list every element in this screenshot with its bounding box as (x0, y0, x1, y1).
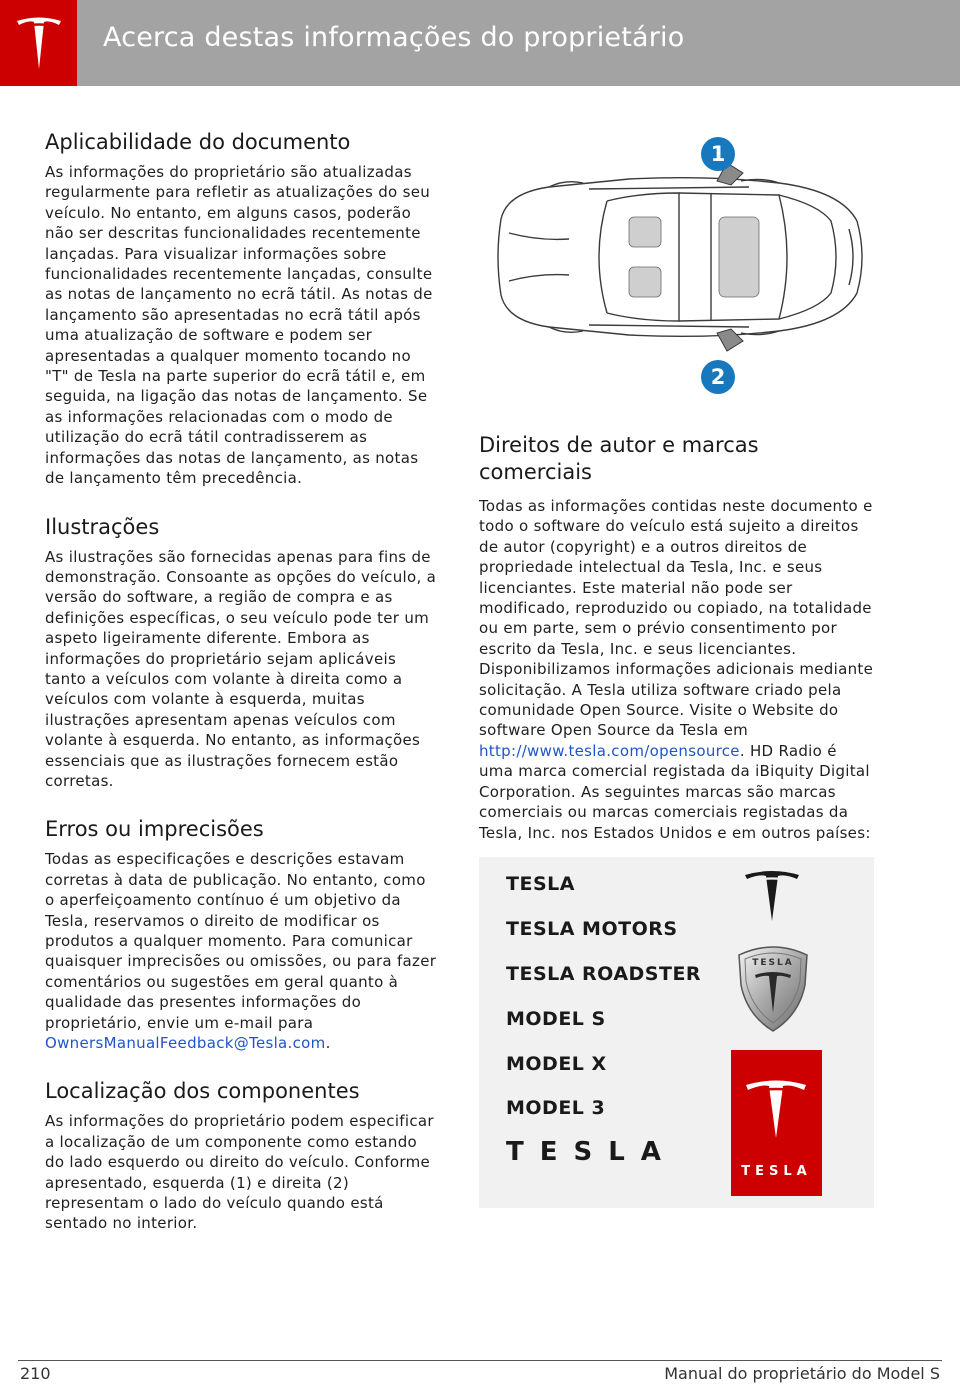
left-column (45, 129, 437, 1259)
tesla-red-badge (731, 1050, 822, 1196)
section-heading: Localização dos componentes (45, 1079, 360, 1104)
section-body: Todas as especificações e descrições estavam corretas à data de publicação. No entanto, como o aperfeiçoamento contínuo é um objetivo da Tesla, reservamos o direito de modificar os produtos a qualquer momento. Para comunicar quaisquer imprecisões ou omissões, ou para fazer comentários ou sugestões em geral quanto à qualidade das presentes informações do proprietário, envie um e-mail para OwnersManualFeedback@Tesla.com. (45, 850, 437, 1053)
section-heading: Erros ou imprecisões (45, 817, 264, 842)
tesla-t-logo-black (743, 869, 801, 923)
section-body: As informações do proprietário são atualizadas regularmente para refletir as atualizações do seu veículo. No entanto, em alguns casos, poderão não ser descritas funcionalidades recentemente lançadas. Para visualizar informações sobre funcionalidades recentemente lançadas, consulte as notas de lançamento no ecrã tátil. As notas de lançamento são apresentadas no ecrã tátil após uma atualização de software e podem ser apresentadas a qualquer momento tocando no "T" de Tesla na parte superior do ecrã tátil e, em seguida, na ligação das notas de lançamento. Se as informações relacionadas com o modo de utilização do ecrã tátil contradisserem as informações das notas de lançamento, as notas de lançamento têm precedência. (45, 163, 433, 488)
tesla-wordmark-logo: TESLA (506, 1136, 677, 1167)
section-errors (45, 816, 437, 1053)
trademark-text: TESLA (506, 872, 575, 895)
section-body: As informações do proprietário podem especificar a localização de um componente como estando do lado esquerdo ou direito do veículo. Conforme apresentado, esquerda (1) e direita (2) representam o lado do veículo quando está sentado no interior. (45, 1112, 434, 1233)
section-body: As ilustrações são fornecidas apenas para fins de demonstração. Consoante as opções do veículo, a versão do software, a região de compra e as definições específicas, o seu veículo pode ter um aspeto ligeiramente diferente. Embora as informações do proprietário sejam aplicáveis tanto a veículos com volante à direita como a veículos com volante à esquerda, muitas ilustrações apresentam apenas veículos com volante à esquerda. No entanto, as informações essenciais que as ilustrações fornecem estão corretas. (45, 547, 437, 790)
opensource-link[interactable]: http://www.tesla.com/opensource (479, 741, 740, 760)
section-illustrations (45, 514, 437, 792)
section-applicability (45, 129, 437, 489)
car-outline-image (479, 129, 874, 394)
trademark-text: MODEL S (506, 1007, 606, 1030)
trademarks-panel (479, 857, 874, 1208)
section-heading: Direitos de autor e marcas comerciais (479, 433, 759, 484)
car-top-view-illustration (479, 129, 874, 394)
badge-wordmark: TESLA (741, 1163, 812, 1179)
tesla-t-icon (15, 15, 63, 71)
footer-divider (18, 1360, 942, 1361)
callout-right-2: 2 (701, 360, 735, 394)
tesla-logo (0, 0, 77, 86)
page-number: 210 (20, 1364, 51, 1383)
section-heading: Ilustrações (45, 514, 160, 539)
section-component-location (45, 1078, 437, 1233)
tesla-t-icon (744, 1078, 808, 1140)
section-heading: Aplicabilidade do documento (45, 130, 351, 154)
feedback-email-link[interactable]: OwnersManualFeedback@Tesla.com (45, 1034, 326, 1053)
page-header (0, 0, 960, 86)
section-body: Todas as informações contidas neste documento e todo o software do veículo está sujeito a direitos de autor (copyright) e a outros direitos de propriedade intelectual da Tesla, Inc. e seus licenciantes. Este material não pode ser modificado, reproduzido ou copiado, na totalidade ou em parte, sem o prévio consentimento por escrito da Tesla, Inc. e seus licenciantes. Disponibilizamos informações adicionais mediante solicitação. A Tesla utiliza software criado pela comunidade Open Source. Visite o Website do software Open Source da Tesla em http://www.tesla.com/opensource. HD Radio é uma marca comercial registada da iBiquity Digital Corporation. As seguintes marcas são marcas comerciais ou marcas comerciais registadas da Tesla, Inc. nos Estados Unidos e em outros países: (479, 497, 874, 842)
manual-title: Manual do proprietário do Model S (664, 1364, 940, 1383)
trademark-text: TESLA ROADSTER (506, 962, 702, 985)
trademark-text: MODEL 3 (506, 1096, 606, 1119)
callout-left-1: 1 (701, 137, 735, 171)
shield-text: TESLA (752, 957, 794, 968)
trademark-text: TESLA MOTORS (506, 917, 678, 940)
trademark-text: MODEL X (506, 1052, 607, 1075)
section-copyright (479, 432, 874, 1208)
tesla-shield-logo (735, 941, 811, 1033)
right-column (479, 129, 874, 1233)
page-title: Acerca destas informações do proprietário (103, 22, 685, 53)
